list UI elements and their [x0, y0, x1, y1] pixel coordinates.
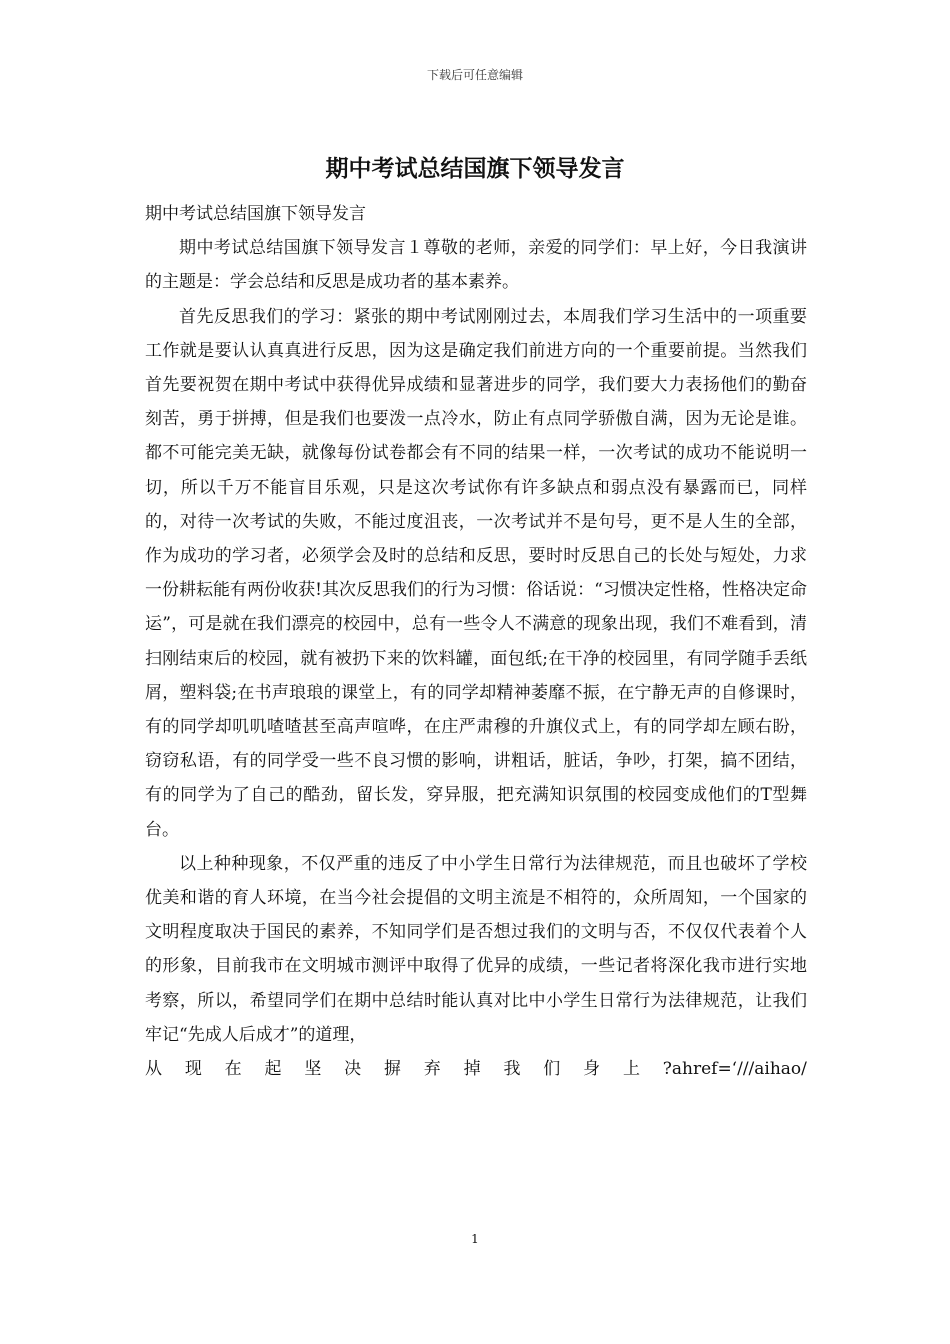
last-line-token: 在 — [224, 1059, 242, 1080]
paragraph-last-line — [145, 1052, 807, 1086]
link-fragment: ?ahref=‘///aihao/ — [662, 1059, 807, 1080]
last-line-token: 起 — [264, 1059, 282, 1080]
paragraph-3: 以上种种现象，不仅严重的违反了中小学生日常行为法律规范，而且也破坏了学校优美和谐的育人环境，在当今社会提倡的文明主流是不相符的，众所周知，一个国家的文明程度取决于国民的素养，不知同学们是否想过我们的文明与否，不仅仅代表着个人的形象，目前我市在文明城市测评中取得了优异的成绩，一些记者将深化我市进行实地考察，所以，希望同学们在期中总结时能认真对比中小学生日常行为法律规范，让我们牢记“先成人后成才”的道理， — [145, 853, 807, 1045]
last-line-token: 掉 — [463, 1059, 481, 1080]
page-header: 下载后可任意编辑 — [426, 68, 523, 82]
document-body — [145, 197, 807, 1086]
document-title: 期中考试总结国旗下领导发言 — [325, 156, 625, 182]
last-line-token: 们 — [543, 1059, 561, 1080]
last-line-token: 从 — [145, 1059, 162, 1080]
page-number: 1 — [471, 1232, 479, 1246]
last-line-token: 现 — [184, 1059, 202, 1080]
paragraph-2: 首先反思我们的学习：紧张的期中考试刚刚过去，本周我们学习生活中的一项重要工作就是要认认真真进行反思，因为这是确定我们前进方向的一个重要前提。当然我们首先要祝贺在期中考试中获得优异成绩和显著进步的同学，我们要大力表扬他们的勤奋刻苦，勇于拼搏，但是我们也要泼一点冷水，防止有点同学骄傲自满，因为无论是谁。都不可能完美无缺，就像每份试卷都会有不同的结果一样，一次考试的成功不能说明一切，所以千万不能盲目乐观，只是这次考试你有许多缺点和弱点没有暴露而已，同样的，对待一次考试的失败，不能过度沮丧，一次考试并不是句号，更不是人生的全部，作为成功的学习者，必须学会及时的总结和反思，要时时反思自己的长处与短处，力求一份耕耘能有两份收获!其次反思我们的行为习惯：俗话说：“习惯决定性格，性格决定命运”，可是就在我们漂亮的校园中，总有一些令人不满意的现象出现，我们不难看到，清扫刚结束后的校园，就有被扔下来的饮料罐，面包纸;在干净的校园里，有同学随手丢纸屑，塑料袋;在书声琅琅的课堂上，有的同学却精神萎靡不振，在宁静无声的自修课时，有的同学却叽叽喳喳甚至高声喧哗，在庄严肃穆的升旗仪式上，有的同学却左顾右盼，窃窃私语，有的同学受一些不良习惯的影响，讲粗话，脏话，争吵，打架，搞不团结，有的同学为了自己的酷劲，留长发，穿异服，把充满知识氛围的校园变成他们的T型舞台。 — [145, 306, 807, 840]
last-line-token: 摒 — [383, 1059, 401, 1080]
last-line-token: 弃 — [423, 1059, 441, 1080]
document-subtitle: 期中考试总结国旗下领导发言 — [145, 204, 366, 224]
last-line-token: 坚 — [304, 1059, 322, 1080]
last-line-token: 我 — [503, 1059, 521, 1080]
last-line-token: 上 — [622, 1059, 640, 1080]
last-line-token: 决 — [344, 1059, 362, 1080]
paragraph-1: 期中考试总结国旗下领导发言１尊敬的老师，亲爱的同学们：早上好，今日我演讲的主题是：学会总结和反思是成功者的基本素养。 — [145, 238, 807, 293]
last-line-token: 身 — [583, 1059, 601, 1080]
